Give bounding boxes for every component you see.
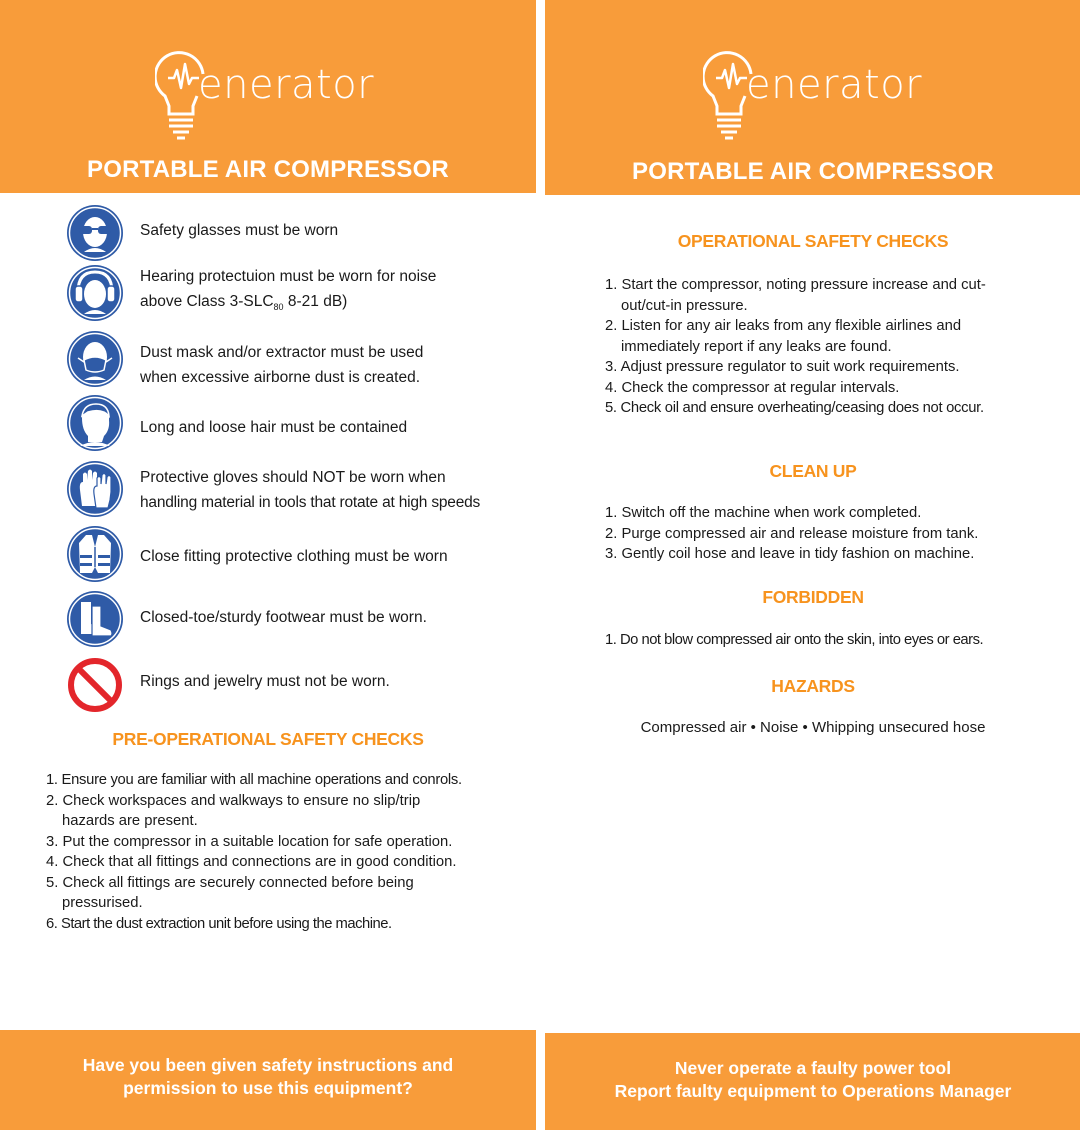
hazards-title: HAZARDS xyxy=(771,676,855,696)
operational-title: OPERATIONAL SAFETY CHECKS xyxy=(677,231,949,251)
list-item: 5. Check oil and ensure overheating/ceasing does not occur. xyxy=(605,400,984,416)
list-item: 4. Check the compressor at regular intervals. xyxy=(605,379,900,396)
right-logo xyxy=(703,44,963,144)
pre-operational-title: PRE-OPERATIONAL SAFETY CHECKS xyxy=(112,729,424,749)
rule-text: Dust mask and/or extractor must be used when excessive airborne dust is created. xyxy=(140,344,424,386)
forbidden-title: FORBIDDEN xyxy=(762,587,864,607)
list-item: 5. Check all fittings are securely connected before being pressurised. xyxy=(46,874,414,911)
list-item: 3. Adjust pressure regulator to suit work requirements. xyxy=(605,359,960,375)
boots-icon xyxy=(66,590,124,648)
rule-jewelry xyxy=(66,656,526,718)
list-item: 1. Do not blow compressed air onto the skin, into eyes or ears. xyxy=(605,632,984,648)
rule-text: Rings and jewelry must not be worn. xyxy=(140,673,390,690)
gloves-icon xyxy=(66,460,124,518)
hair-net-icon xyxy=(66,394,124,452)
list-item: 6. Start the dust extraction unit before using the machine. xyxy=(46,915,392,932)
clean-up-list xyxy=(605,503,1045,565)
dust-mask-icon xyxy=(66,330,124,388)
right-panel xyxy=(545,0,1080,1130)
left-header xyxy=(0,0,536,193)
prohibition-icon xyxy=(66,656,124,714)
right-footer: Never operate a faulty power tool Report faulty equipment to Operations Manager xyxy=(545,1033,1080,1130)
ear-muffs-icon xyxy=(66,264,124,322)
list-item: 2. Listen for any air leaks from any flexible airlines and immediately report if any leaks are found. xyxy=(605,318,962,355)
list-item: 1. Start the compressor, noting pressure increase and cut-out/cut-in pressure. xyxy=(605,277,986,314)
brand-name: enerator xyxy=(746,62,923,108)
right-header xyxy=(545,0,1080,195)
vest-icon xyxy=(66,525,124,583)
rule-text: Long and loose hair must be contained xyxy=(140,419,408,436)
rule-clothing xyxy=(66,525,526,587)
list-item: 2. Check workspaces and walkways to ensure no slip/trip hazards are present. xyxy=(46,792,421,829)
rule-text: Closed-toe/sturdy footwear must be worn. xyxy=(140,609,427,626)
rule-footwear xyxy=(66,590,526,652)
left-panel xyxy=(0,0,536,1130)
rule-hair xyxy=(66,394,526,456)
rule-text: Protective gloves should NOT be worn when handling material in tools that rotate at high speeds xyxy=(140,469,481,511)
rule-text: Safety glasses must be worn xyxy=(140,222,339,239)
hazards-text: Compressed air • Noise • Whipping unsecured hose xyxy=(640,719,986,736)
brand-name: enerator xyxy=(198,62,375,108)
forbidden-list xyxy=(605,630,1055,651)
left-logo xyxy=(155,44,415,144)
list-item: 4. Check that all fittings and connections are in good condition. xyxy=(46,854,457,870)
rule-text: Close fitting protective clothing must be worn xyxy=(140,548,448,565)
list-item: 2. Purge compressed air and release moisture from tank. xyxy=(605,525,979,542)
rule-text: Hearing protectuion must be worn for noise above Class $3-SLC_{80}$ 8-21 dB) xyxy=(140,268,437,313)
left-page-title: PORTABLE AIR COMPRESSOR xyxy=(87,156,449,183)
left-footer: Have you been given safety instructions and permission to use this equipment? xyxy=(0,1030,536,1130)
rule-safety-glasses xyxy=(66,204,526,266)
rule-hearing xyxy=(66,264,526,326)
list-item: 3. Gently coil hose and leave in tidy fashion on machine. xyxy=(605,546,975,562)
right-page-title: PORTABLE AIR COMPRESSOR xyxy=(632,158,994,185)
rule-gloves xyxy=(66,460,526,522)
list-item: 3. Put the compressor in a suitable location for safe operation. xyxy=(46,833,453,850)
list-item: 1. Ensure you are familiar with all machine operations and conrols. xyxy=(46,772,462,788)
list-item: 1. Switch off the machine when work completed. xyxy=(605,505,922,521)
clean-up-title: CLEAN UP xyxy=(769,461,857,481)
pre-operational-list xyxy=(46,770,516,934)
safety-glasses-icon xyxy=(66,204,124,262)
rule-dust-mask xyxy=(66,330,526,392)
operational-list xyxy=(605,275,1045,419)
